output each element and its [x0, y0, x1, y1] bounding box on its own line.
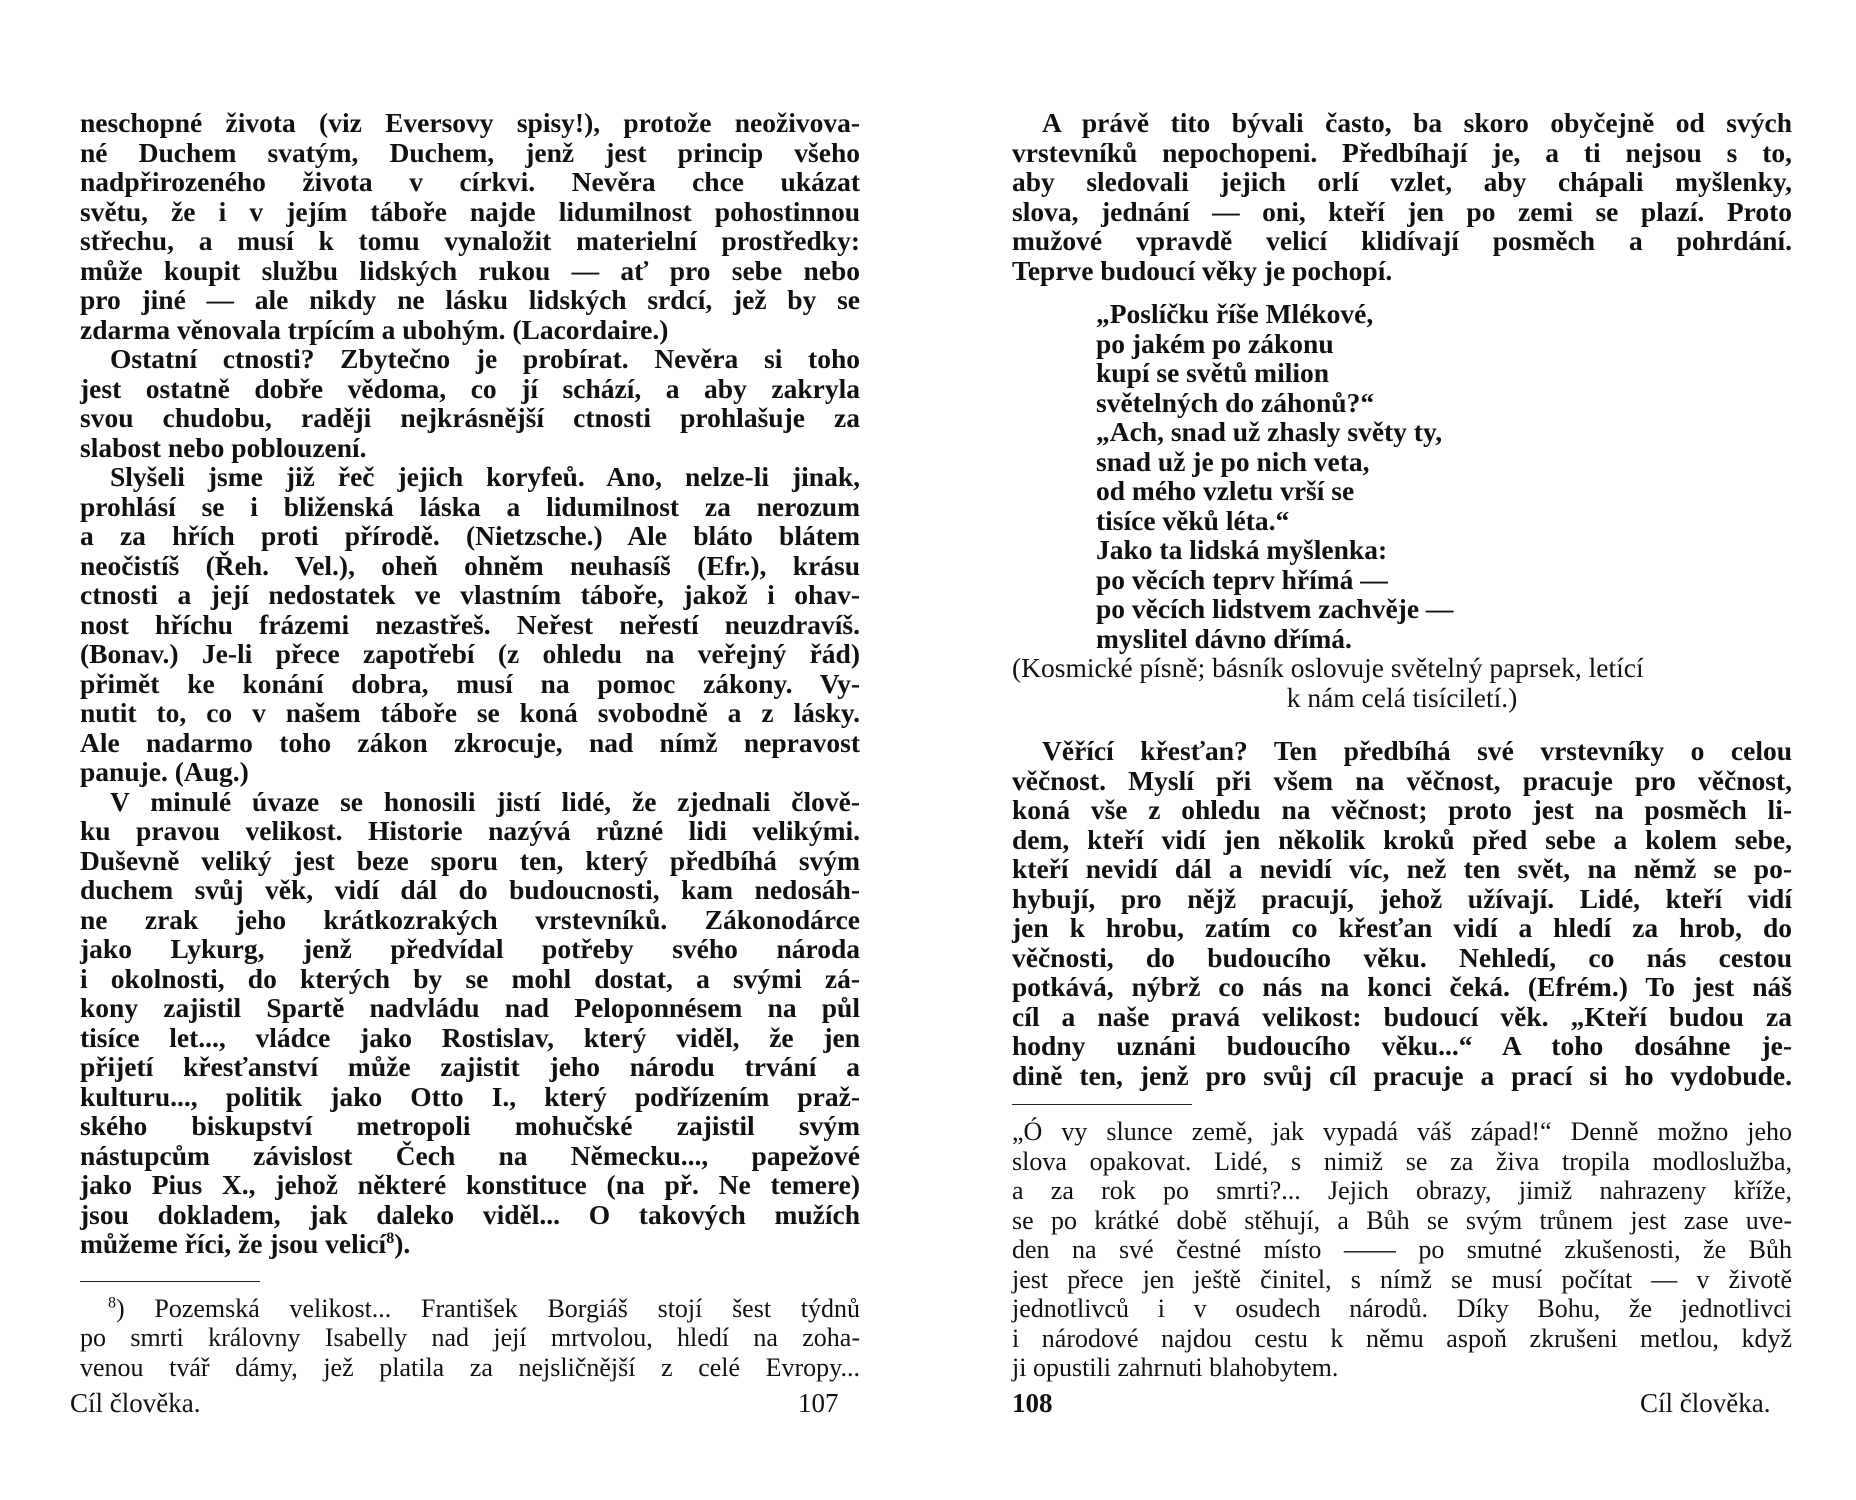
text-line: světu, že i v jejím táboře najde lidumilnost pohostinnou — [80, 195, 860, 227]
text-line: věčnost. Myslí při všem na věčnost, pracuje pro věčnost, — [1012, 764, 1792, 796]
right-page-intro — [1012, 108, 1792, 285]
footnote-line: i národové najdou cestu k němu aspoň zkrušeni metlou, když — [1012, 1323, 1792, 1353]
footnote-line — [80, 1294, 860, 1324]
text-line: jen k hrobu, zatím co křesťan vidí a hledí za hrob, do — [1012, 912, 1792, 943]
text-line: kony zajistil Spartě nadvládu nad Peloponnésem na půl — [80, 992, 860, 1023]
text-line: panuje. (Aug.) — [80, 756, 249, 787]
footnote-line: jest přece jen ještě činitel, s nímž se musí počítat — v životě — [1012, 1264, 1792, 1294]
footnote-line: a za rok po smrti?... Jejich obrazy, jimiž nahrazeny kříže, — [1012, 1176, 1792, 1205]
poem-line: po jakém po zákonu — [1096, 327, 1334, 359]
text-line: koná vše z ohledu na věčnost; proto jest na posměch li- — [1012, 794, 1792, 825]
text-line: tisíce let..., vládce jako Rostislav, který viděl, že jen — [80, 1021, 860, 1053]
text-line: nost hříchu frázemi nezastřeš. Neřest neřestí neuzdravíš. — [80, 608, 860, 640]
poem-line: „Ach, snad už zhasly světy ty, — [1096, 416, 1443, 447]
text-line: Teprve budoucí věky je pochopí. — [1012, 254, 1393, 286]
text-line: ského biskupství metropoli mohučské zajistil svým — [80, 1110, 860, 1141]
text-line: Ostatní ctnosti? Zbytečno je probírat. Nevěra si toho — [110, 343, 860, 374]
text-line: nástupcům závislost Čech na Německu..., papežové — [80, 1139, 860, 1171]
poem-line: myslitel dávno dřímá. — [1096, 622, 1352, 654]
text-line: jako Lykurg, jenž předvídal potřeby svého národa — [80, 933, 860, 964]
footnote-divider — [1012, 1104, 1192, 1105]
poem-source-line: (Kosmické písně; básník oslovuje světelný paprsek, letící — [1012, 652, 1644, 683]
poem-line: kupí se světů milion — [1096, 357, 1330, 388]
footnote-line: den na své čestné místo —— po smutné zkušenosti, že Bůh — [1012, 1235, 1792, 1264]
poem-line: Jako ta lidská myšlenka: — [1096, 534, 1388, 565]
text-line: potkává, nýbrž co nás na konci čeká. (Efrém.) To jest náš — [1012, 971, 1792, 1002]
footnote-line-text: ) Pozemská velikost... František Borgiáš stojí šest týdnů — [116, 1293, 860, 1323]
text-line: neschopné života (viz Eversovy spisy!), protože neoživova- — [80, 107, 860, 138]
footnote-line: po smrti královny Isabelly nad její mrtvolou, hledí na zoha- — [80, 1323, 860, 1352]
text-line: né Duchem svatým, Duchem, jenž jest princip všeho — [80, 136, 860, 168]
text-line: dem, kteří vidí jen několik kroků před sebe a kolem sebe, — [1012, 823, 1792, 855]
poem-source-line: k nám celá tisíciletí.) — [1286, 681, 1518, 713]
text-line: Ale nadarmo toho zákon zkrocuje, nad nímž nepravost — [80, 726, 860, 758]
text-line: Slyšeli jsme již řeč jejich koryfeů. Ano, nelze-li jinak, — [110, 461, 860, 492]
text-line: jako Pius X., jehož některé konstituce (na př. Ne temere) — [80, 1169, 860, 1200]
right-page — [1012, 108, 1792, 1383]
text-line-tail: ). — [394, 1228, 411, 1259]
right-running-title: Cíl člověka. — [1640, 1388, 1771, 1418]
footnote-reference: 8 — [386, 1229, 395, 1247]
footnote-divider — [80, 1281, 260, 1282]
text-line: může koupit službu lidských rukou — ať pro sebe nebo — [80, 254, 860, 286]
poem-line: tisíce věků léta.“ — [1096, 504, 1290, 536]
footnote-line: slova opakovat. Lidé, s nimiž se za živa tropila modloslužba, — [1012, 1146, 1792, 1176]
text-line: nutit to, co v našem táboře se koná svobodně a z lásky. — [80, 697, 860, 728]
text-line: přimět ke konání dobra, musí na pomoc zákony. Vy- — [80, 667, 860, 699]
text-line: zdarma věnovala trpícím a ubohým. (Lacordaire.) — [80, 313, 669, 345]
text-line: a za hřích proti přírodě. (Nietzsche.) Ale bláto blátem — [80, 520, 860, 551]
text-line: věčnosti, do budoucího věku. Nehledí, co nás cestou — [1012, 941, 1792, 973]
text-line: duchem svůj věk, vidí dál do budoucnosti, kam nedosáh- — [80, 874, 860, 905]
left-page-number: 107 — [798, 1388, 839, 1418]
text-line: dině ten, jenž pro svůj cíl pracuje a prací si ho vydobude. — [1012, 1059, 1792, 1091]
text-line: slabost nebo poblouzení. — [80, 431, 367, 463]
text-line: Věřící křesťan? Ten předbíhá své vrstevníky o celou — [1042, 735, 1792, 766]
text-line: jest ostatně dobře vědoma, co jí schází, a aby zakryla — [80, 372, 860, 404]
text-line: hybují, pro nějž pracují, jehož užívají. Lidé, kteří vidí — [1012, 882, 1792, 914]
text-line: ctnosti a její nedostatek ve vlastním táboře, jakož i ohav- — [80, 579, 860, 610]
text-line: ku pravou velikost. Historie nazývá různé lidi velikými. — [80, 815, 860, 846]
text-line: mužové vpravdě velicí klidívají posměch a pohrdání. — [1012, 225, 1792, 256]
text-line: hodny uznáni budoucího věku...“ A toho dosáhne je- — [1012, 1030, 1792, 1061]
text-line: aby sledovali jejich orlí vzlet, aby chápali myšlenky, — [1012, 166, 1792, 197]
footnote-line: se po krátké době stěhují, a Bůh se svým trůnem jest zase uve- — [1012, 1205, 1792, 1235]
text-line: vrstevníků nepochopeni. Předbíhají je, a ti nejsou s to, — [1012, 136, 1792, 168]
text-line: kulturu..., politik jako Otto I., který podřízením praž- — [80, 1080, 860, 1112]
text-line: A právě tito bývali často, ba skoro obyčejně od svých — [1042, 107, 1792, 138]
text-line: neočistíš (Řeh. Vel.), oheň ohněm neuhasíš (Efr.), krásu — [80, 549, 860, 581]
poem-line: snad už je po nich veta, — [1096, 445, 1370, 477]
text-line: Duševně veliký jest beze sporu ten, který předbíhá svým — [80, 844, 860, 876]
footnote-line: ji opustili zahrnuti blahobytem. — [1012, 1353, 1339, 1382]
text-line: jsou dokladem, jak daleko viděl... O takových mužích — [80, 1198, 860, 1230]
footnote-line: „Ó vy slunce země, jak vypadá váš západ!“ Denně možno jeho — [1012, 1117, 1792, 1146]
text-line: prohlásí se i bliženská láska a lidumilnost za nerozum — [80, 490, 860, 522]
footnote-marker: 8 — [108, 1293, 116, 1311]
text-line: cíl a naše pravá velikost: budoucí věk. „Kteří budou za — [1012, 1000, 1792, 1032]
spacer — [1012, 285, 1792, 299]
poem-line: od mého vzletu vrší se — [1096, 475, 1355, 506]
text-line: přijetí křesťanství může zajistit jeho národu trvání a — [80, 1051, 860, 1082]
poem — [1012, 299, 1792, 653]
text-line: ne zrak jeho krátkozrakých vrstevníků. Zákonodárce — [80, 903, 860, 935]
text-line: nadpřirozeného života v církvi. Nevěra chce ukázat — [80, 166, 860, 197]
poem-line: po věcích lidstvem zachvěje — — [1096, 593, 1454, 624]
right-page-number: 108 — [1012, 1388, 1053, 1418]
spacer — [1012, 712, 1792, 736]
text-line: (Bonav.) Je-li přece zapotřebí (z ohledu na veřejný řád) — [80, 638, 860, 669]
text-line-last — [80, 1229, 860, 1259]
text-line: střechu, a musí k tomu vynaložit materielní prostředky: — [80, 225, 860, 256]
right-footnote — [1012, 1117, 1792, 1383]
left-page — [80, 108, 860, 1382]
left-page-body — [80, 108, 860, 1259]
text-line: pro jiné — ale nikdy ne lásku lidských srdcí, jež by se — [80, 284, 860, 315]
text-line: svou chudobu, raději nejkrásnější ctnosti prohlašuje za — [80, 402, 860, 433]
text-line-end: můžeme říci, že jsou velicí — [80, 1228, 387, 1259]
footnote-line: jednotlivců i v osudech národů. Díky Bohu, že jednotlivci — [1012, 1294, 1792, 1323]
left-footnote — [80, 1294, 860, 1383]
text-line: i okolnosti, do kterých by se mohl dostat, a svými zá- — [80, 962, 860, 994]
poem-line: po věcích teprv hřímá — — [1096, 563, 1388, 595]
poem-source — [1012, 653, 1792, 712]
text-line: slova, jednání — oni, kteří jen po zemi se plazí. Proto — [1012, 195, 1792, 227]
text-line: V minulé úvaze se honosili jistí lidé, že zjednali člově- — [110, 785, 860, 817]
left-running-title: Cíl člověka. — [70, 1388, 201, 1418]
footnote-line: venou tvář dámy, jež platila za nejsličnější z celé Evropy... — [80, 1352, 860, 1382]
poem-line: světelných do záhonů?“ — [1096, 386, 1375, 418]
poem-line: „Poslíčku říše Mlékové, — [1096, 298, 1374, 329]
right-page-body — [1012, 736, 1792, 1090]
text-line: kteří nevidí dál a nevidí víc, než ten svět, na němž se po- — [1012, 853, 1792, 884]
